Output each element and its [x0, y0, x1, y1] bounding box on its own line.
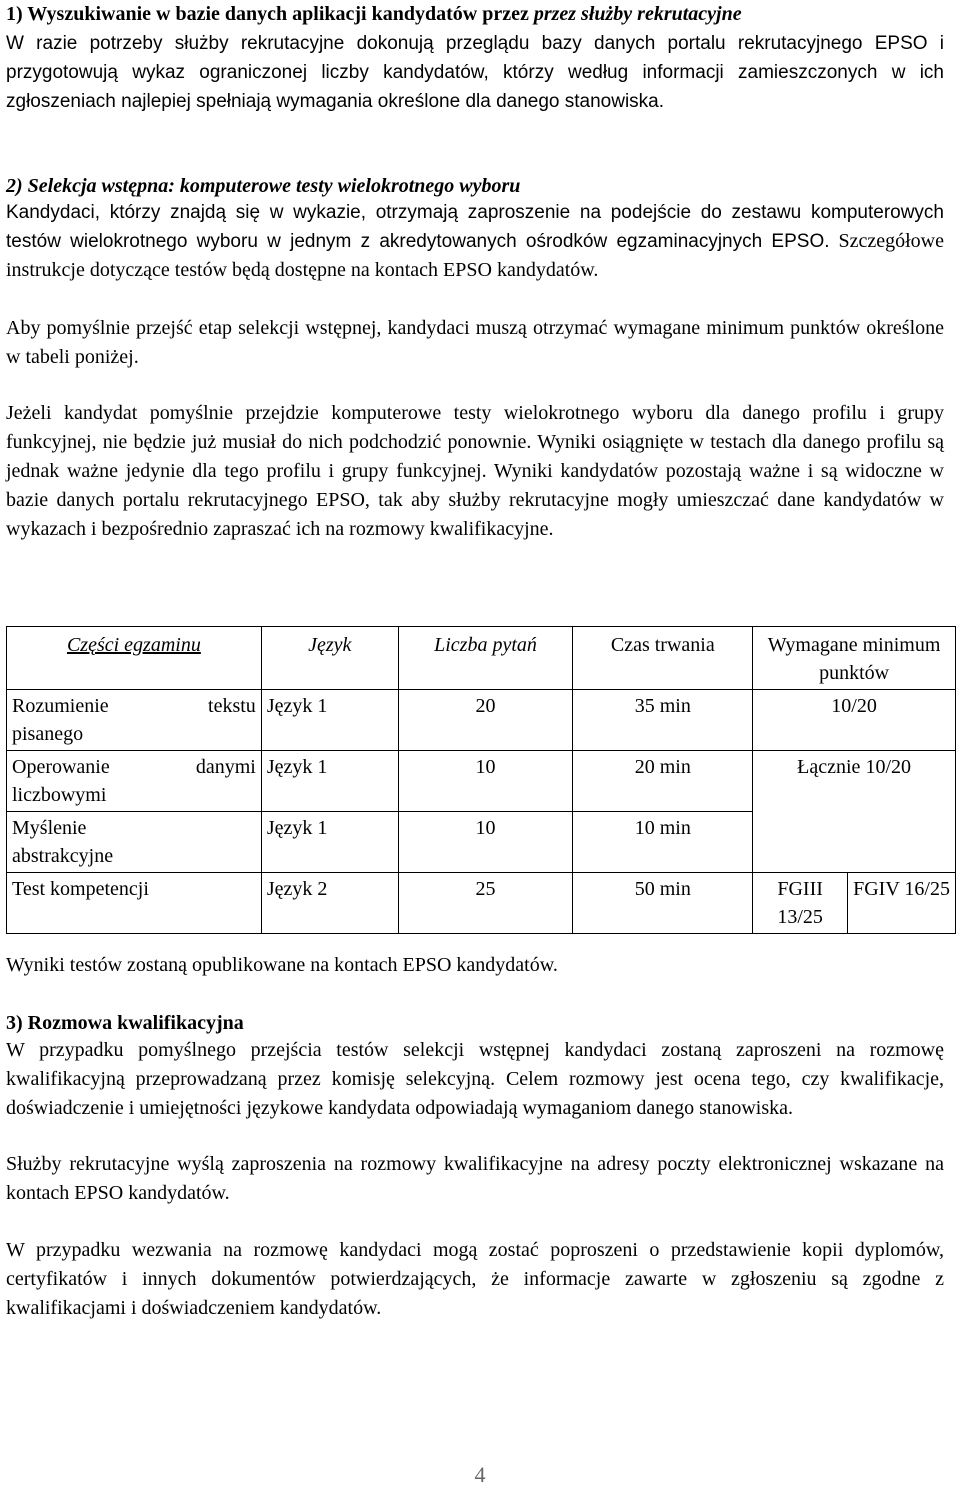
section-2-paragraph-1 [6, 198, 944, 285]
section-2-paragraph-3: Jeżeli kandydat pomyślnie przejdzie komputerowe testy wielokrotnego wyboru dla danego profilu i grupy funkcyjnej, nie będzie już musiał do nich podchodzić ponownie. Wyniki osiągnięte w testach dla danego profilu są jednak ważne jedynie dla tego profilu i grupy funkcyjnej. Wyniki kandydatów pozostają ważne i są widoczne w bazie danych portalu rekrutacyjnego EPSO, tak aby służby rekrutacyjne mogły umieszczać dane kandydatów w wykazach i bezpośrednio zapraszać ich na rozmowy kwalifikacyjne. [6, 402, 944, 540]
section-1-title [6, 0, 944, 29]
section-3-paragraph-2: Służby rekrutacyjne wyślą zaproszenia na rozmowy kwalifikacyjne na adresy poczty elektronicznej wskazane na kontach EPSO kandydatów. [6, 1153, 944, 1204]
cell-language: Język 1 [261, 751, 398, 812]
cell-duration: 20 min [573, 751, 753, 812]
section-3-paragraph-3: W przypadku wezwania na rozmowę kandydaci mogą zostać poproszeni o przedstawienie kopii dyplomów, certyfikatów i innych dokumentów potwierdzających, że informacje zawarte w zgłoszeniu są zgodne z kwalifikacjami i doświadczeniem kandydatów. [6, 1239, 944, 1319]
cell-exam-part [7, 690, 262, 751]
cell-question-count: 20 [398, 690, 573, 751]
cell-language: Język 2 [261, 873, 398, 934]
cell-duration: 35 min [573, 690, 753, 751]
cell-duration: 50 min [573, 873, 753, 934]
cell-minimum-points: 10/20 [753, 690, 956, 751]
cell-exam-part-line: abstrakcyjne [12, 845, 114, 867]
results-note: Wyniki testów zostaną opublikowane na kontach EPSO kandydatów. [6, 954, 558, 976]
cell-exam-part [7, 812, 262, 873]
header-language: Język [261, 627, 398, 690]
cell-exam-part-word: Rozumienie [12, 695, 109, 717]
section-1-title-italic: przez służby rekrutacyjne [533, 3, 742, 25]
section-2-paragraph-1-serif: Szczegółowe instrukcje dotyczące testów będą dostępne na kontach EPSO kandydatów. [6, 230, 944, 281]
cell-exam-part-word: danymi [195, 756, 256, 778]
section-2-paragraph-1-sans: Kandydaci, którzy znajdą się w wykazie, otrzymają zaproszenie na podejście do zestawu komputerowych testów wielokrotnego wyboru w jednym z akredytowanych ośrodków egzaminacyjnych EPSO. [6, 202, 944, 252]
section-1-body: W razie potrzeby służby rekrutacyjne dokonują przeglądu bazy danych portalu rekrutacyjnego EPSO i przygotowują wykaz ograniczonej liczby kandydatów, którzy według informacji zamieszczonych w ich zgłoszeniach najlepiej spełniają wymagania określone dla danego stanowiska. [6, 33, 944, 112]
cell-exam-part-word: Operowanie [12, 756, 110, 778]
cell-exam-part-word: tekstu [208, 695, 256, 717]
section-2-title: 2) Selekcja wstępna: komputerowe testy wielokrotnego wyboru [6, 175, 521, 197]
cell-duration: 10 min [573, 812, 753, 873]
cell-exam-part-line [12, 692, 256, 720]
cell-minimum-fg3: FGIII 13/25 [753, 873, 848, 934]
cell-exam-part-line: pisanego [12, 723, 84, 745]
cell-question-count: 10 [398, 751, 573, 812]
cell-minimum-fg4: FGIV 16/25 [848, 873, 956, 934]
cell-exam-part: Test kompetencji [7, 873, 262, 934]
header-question-count: Liczba pytań [398, 627, 573, 690]
cell-minimum-points-combined: Łącznie 10/20 [753, 751, 956, 873]
header-minimum-points: Wymagane minimum punktów [753, 627, 956, 690]
section-1-title-text: 1) Wyszukiwanie w bazie danych aplikacji kandydatów przez [6, 3, 534, 25]
cell-exam-part [7, 751, 262, 812]
cell-exam-part-line: liczbowymi [12, 784, 107, 806]
table-row [7, 690, 956, 751]
page-number: 4 [474, 1462, 486, 1487]
cell-language: Język 1 [261, 812, 398, 873]
table-row [7, 873, 956, 934]
header-duration: Czas trwania [573, 627, 753, 690]
header-exam-part: Części egzaminu [7, 627, 262, 690]
cell-exam-part-line [12, 753, 256, 781]
cell-language: Język 1 [261, 690, 398, 751]
section-2-paragraph-2: Aby pomyślnie przejść etap selekcji wstępnej, kandydaci muszą otrzymać wymagane minimum punktów określone w tabeli poniżej. [6, 317, 944, 368]
cell-question-count: 10 [398, 812, 573, 873]
table-row [7, 751, 956, 812]
cell-exam-part-line: Myślenie [12, 817, 87, 839]
table-header-row [7, 627, 956, 690]
section-3-paragraph-1: W przypadku pomyślnego przejścia testów selekcji wstępnej kandydaci zostaną zaproszeni na rozmowę kwalifikacyjną przeprowadzaną przez komisję selekcyjną. Celem rozmowy jest ocena tego, czy kwalifikacje, doświadczenie i umiejętności językowe kandydata odpowiadają wymaganiom danego stanowiska. [6, 1039, 944, 1119]
exam-table [6, 626, 956, 934]
section-3-title: 3) Rozmowa kwalifikacyjna [6, 1012, 244, 1034]
cell-question-count: 25 [398, 873, 573, 934]
